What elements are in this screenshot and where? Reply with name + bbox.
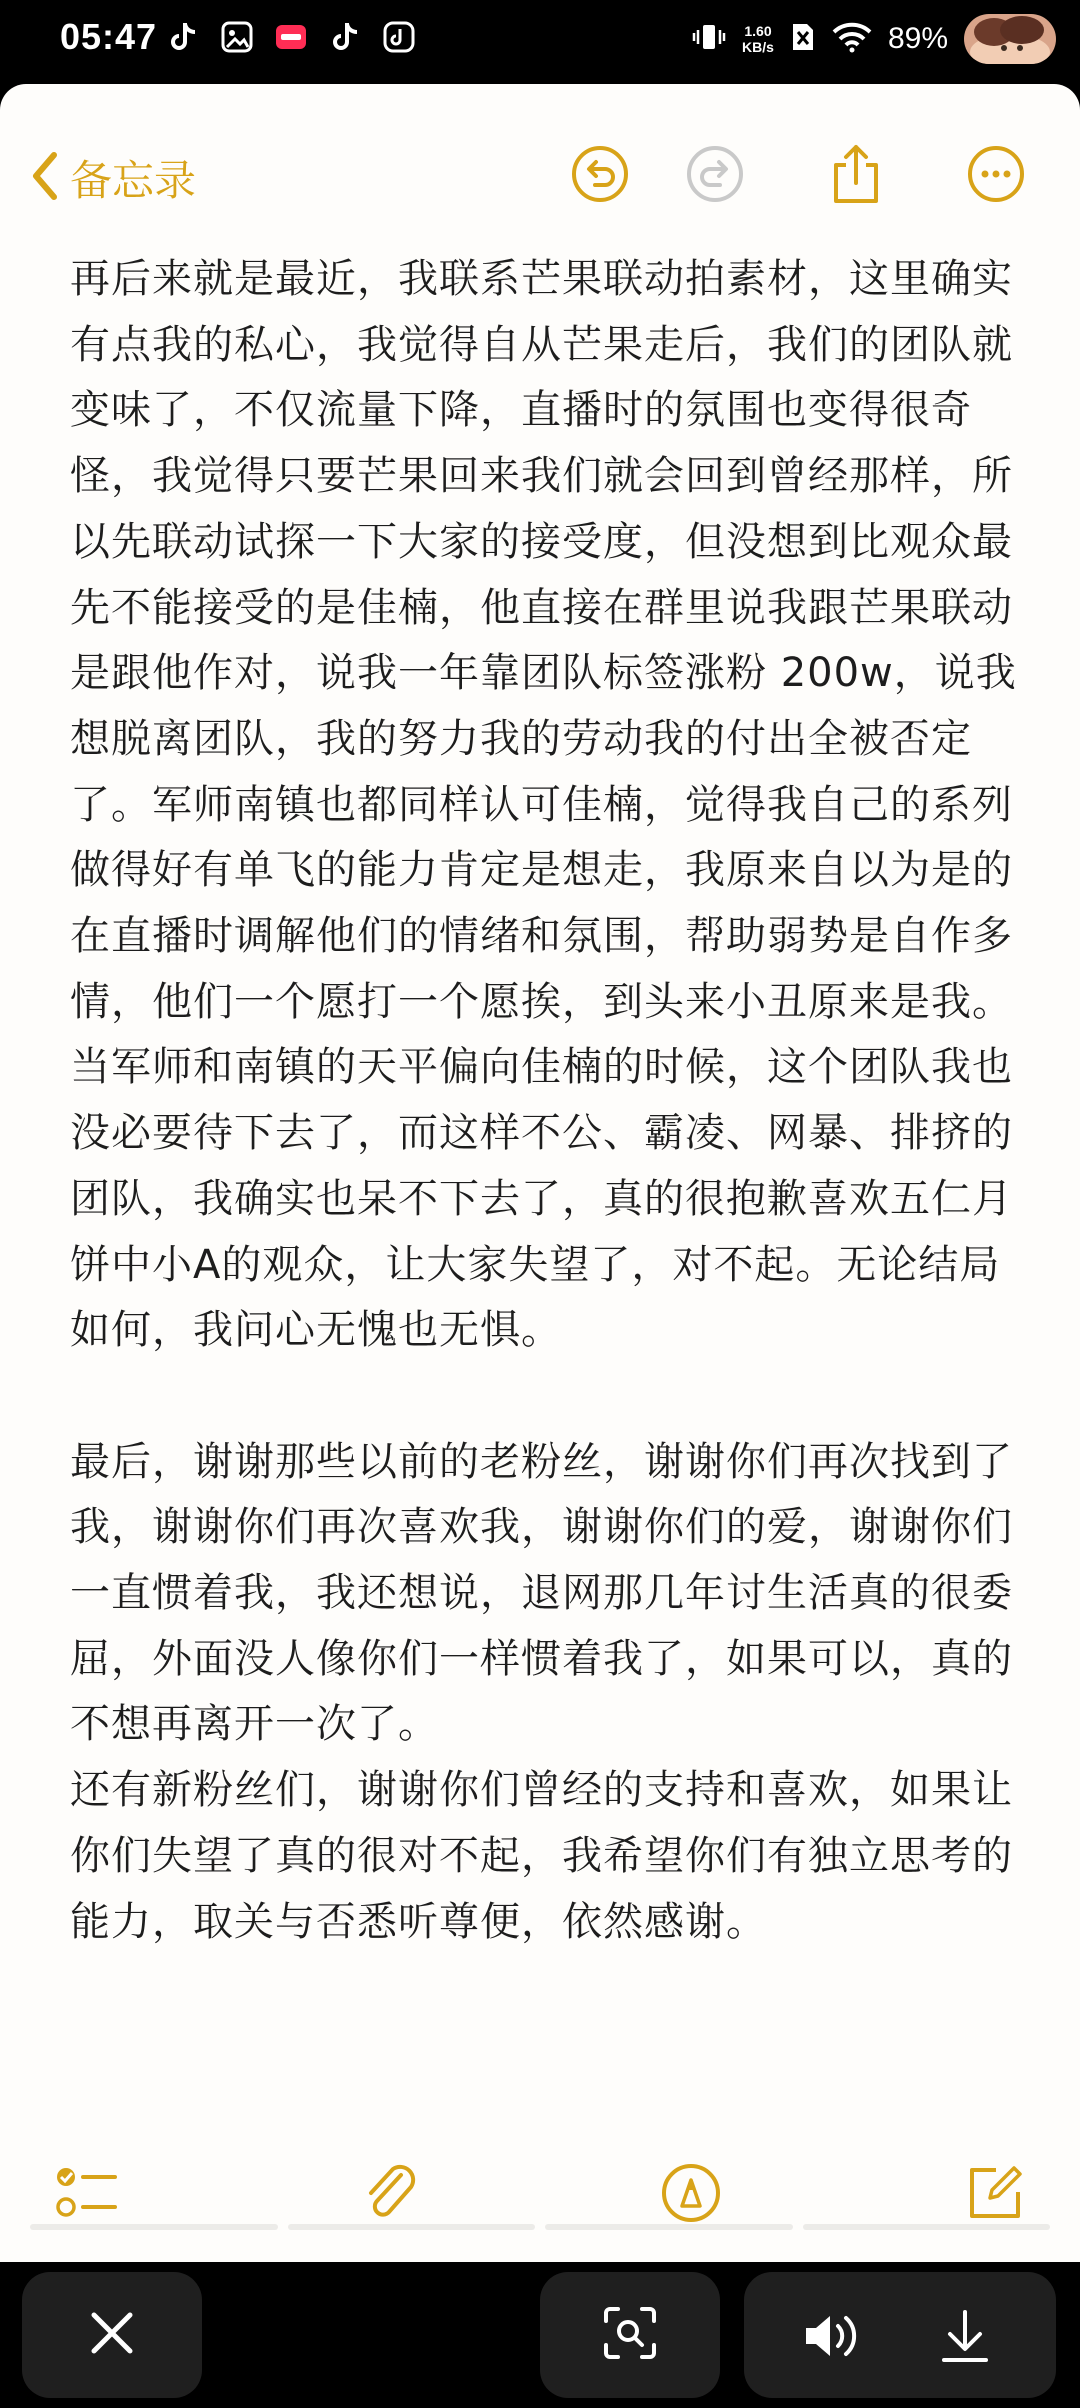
gallery-app-icon xyxy=(220,20,254,54)
checklist-icon xyxy=(55,2163,119,2227)
nav-bar xyxy=(0,84,1080,264)
tiktok-icon xyxy=(328,20,362,54)
vibrate-icon xyxy=(692,20,726,58)
checklist-button[interactable] xyxy=(52,2160,122,2230)
markup-button[interactable] xyxy=(656,2160,726,2230)
note-body[interactable] xyxy=(70,247,1020,1955)
notes-sheet xyxy=(0,84,1080,2262)
compose-icon xyxy=(964,2162,1026,2228)
tiktok-lite-icon xyxy=(382,20,416,54)
redo-button[interactable] xyxy=(685,146,745,206)
divider-segment xyxy=(288,2224,536,2230)
status-bar xyxy=(0,0,1080,84)
net-speed-value: 1.60 xyxy=(744,23,772,39)
note-paragraph: 还有新粉丝们，谢谢你们曾经的支持和喜欢，如果让你们失望了真的很对不起，我希望你们有独立思考的能力，取关与否悉听尊便，依然感谢。 xyxy=(70,1767,1013,1945)
status-time: 05:47 xyxy=(60,16,158,57)
net-speed-unit: KB/s xyxy=(742,39,774,55)
undo-icon xyxy=(571,145,629,207)
volume-icon[interactable] xyxy=(802,2310,862,2366)
share-icon xyxy=(828,143,884,209)
close-icon xyxy=(88,2309,136,2361)
red-app-icon xyxy=(274,20,308,54)
more-button[interactable] xyxy=(966,146,1026,206)
sim-off-icon xyxy=(790,21,816,57)
battery-level: 89% xyxy=(887,22,948,55)
share-button[interactable] xyxy=(826,146,886,206)
attachment-icon xyxy=(361,2161,421,2229)
chevron-left-icon xyxy=(30,151,60,205)
wifi-icon xyxy=(832,21,872,57)
more-icon xyxy=(967,145,1025,207)
markup-icon xyxy=(660,2162,722,2228)
compose-button[interactable] xyxy=(960,2160,1030,2230)
download-icon[interactable] xyxy=(940,2308,990,2368)
note-paragraph: 最后，谢谢那些以前的老粉丝，谢谢你们再次找到了我，谢谢你们再次喜欢我，谢谢你们的爱，谢谢你们一直惯着我，我还想说，退网那几年讨生活真的很委屈，外面没人像你们一样惯着我了，如果可以，真的不想再离开一次了。 xyxy=(70,1438,1013,1748)
scan-icon xyxy=(602,2305,658,2365)
media-controls xyxy=(744,2272,1056,2398)
undo-button[interactable] xyxy=(570,146,630,206)
scan-button[interactable] xyxy=(540,2272,720,2398)
net-speed xyxy=(742,23,774,55)
blank-line xyxy=(70,1364,1020,1430)
close-button[interactable] xyxy=(22,2272,202,2398)
back-label: 备忘录 xyxy=(70,156,197,205)
back-button[interactable] xyxy=(30,148,196,208)
notification-icons xyxy=(166,20,416,54)
viewer-bar xyxy=(0,2262,1080,2408)
redo-icon xyxy=(686,145,744,207)
tiktok-icon xyxy=(166,20,200,54)
attachment-button[interactable] xyxy=(356,2160,426,2230)
status-right xyxy=(692,14,1056,64)
note-paragraph: 再后来就是最近，我联系芒果联动拍素材，这里确实有点我的私心，我觉得自从芒果走后，我们的团队就变味了，不仅流量下降，直播时的氛围也变得很奇怪，我觉得只要芒果回来我们就会回到曾经那样，所以先联动试探一下大家的接受度，但没想到比观众最先不能接受的是佳楠，他直接在群里说我跟芒果联动是跟他作对，说我一年靠团队标签涨粉 200w，说我想脱离团队，我的努力我的劳动我的付出全被否定了。军师南镇也都同样认可佳楠，觉得我自己的系列做得好有单飞的能力肯定是想走，我原来自以为是的在直播时调解他们的情绪和氛围，帮助弱势是自作多情，他们一个愿打一个愿挨，到头来小丑原来是我。当军师和南镇的天平偏向佳楠的时候，这个团队我也没必要待下去了，而这样不公、霸凌、网暴、排挤的团队，我确实也呆不下去了，真的很抱歉喜欢五仁月饼中小A的观众，让大家失望了，对不起。无论结局如何，我问心无愧也无惧。 xyxy=(70,256,1017,1354)
divider-segment xyxy=(545,2224,793,2230)
avatar xyxy=(964,14,1056,64)
divider-segment xyxy=(30,2224,278,2230)
divider-segment xyxy=(803,2224,1051,2230)
toolbar-divider xyxy=(30,2224,1050,2238)
bottom-toolbar xyxy=(0,2160,1080,2260)
